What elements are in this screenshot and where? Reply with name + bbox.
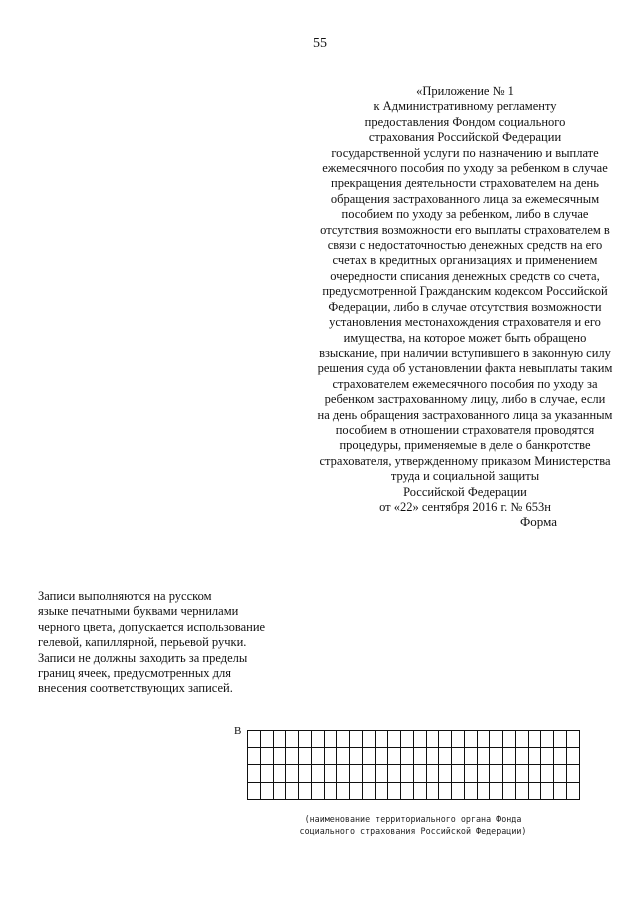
letter-cell[interactable] [324,731,337,748]
letter-cell[interactable] [260,748,273,765]
letter-cell[interactable] [490,782,503,799]
letter-cell[interactable] [337,782,350,799]
letter-cell[interactable] [566,731,579,748]
letter-cell[interactable] [554,748,567,765]
letter-cell[interactable] [490,731,503,748]
letter-cell[interactable] [426,782,439,799]
appendix-line: от «22» сентября 2016 г. № 653н [379,499,551,514]
letter-cell[interactable] [554,731,567,748]
letter-cell[interactable] [426,731,439,748]
letter-cell[interactable] [299,748,312,765]
letter-cell[interactable] [401,748,414,765]
appendix-header [290,84,640,515]
letter-cell[interactable] [337,731,350,748]
letter-cell[interactable] [273,731,286,748]
form-label: Форма [520,514,557,529]
appendix-line: установления местонахождения страхователя и его [329,315,601,330]
letter-cell[interactable] [464,765,477,782]
letter-cell[interactable] [273,765,286,782]
appendix-line: предоставления Фондом социального [364,114,566,129]
grid-prefix-label: В [234,725,242,737]
letter-cell[interactable] [299,731,312,748]
appendix-line: отсутствия возможности его выплаты страхователем в [320,222,610,237]
appendix-line: страхования Российской Федерации [368,130,562,145]
letter-cell[interactable] [248,782,261,799]
grid-row [248,748,580,765]
letter-cell[interactable] [464,748,477,765]
letter-cell[interactable] [286,782,299,799]
letter-cell[interactable] [324,748,337,765]
grid-row [248,765,580,782]
letter-cell[interactable] [490,748,503,765]
letter-cell[interactable] [350,731,363,748]
letter-cell[interactable] [503,782,516,799]
letter-cell[interactable] [452,748,465,765]
letter-cell[interactable] [362,731,375,748]
letter-cell[interactable] [413,748,426,765]
letter-cell[interactable] [388,731,401,748]
letter-cell[interactable] [566,765,579,782]
letter-cell[interactable] [260,782,273,799]
appendix-line: имущества, на которое может быть обращено [343,330,587,345]
appendix-line: страхователя, утвержденному приказом Министерства [319,453,611,468]
letter-cell[interactable] [452,731,465,748]
instructions-line: языке печатными буквами чернилами [38,604,239,619]
letter-cell[interactable] [566,748,579,765]
letter-cell[interactable] [337,748,350,765]
appendix-line: пособием в отношении страхователя проводятся [335,422,595,437]
instructions-line: границ ячеек, предусмотренных для [38,666,231,681]
letter-cell[interactable] [439,765,452,782]
appendix-line: на день обращения застрахованного лица за указанным [317,407,613,422]
letter-cell[interactable] [337,765,350,782]
letter-cell[interactable] [375,731,388,748]
grid-row [248,731,580,748]
appendix-line: счетах в кредитных организациях и применением [332,253,598,268]
letter-cell[interactable] [477,731,490,748]
letter-cell[interactable] [515,765,528,782]
letter-cell[interactable] [273,748,286,765]
instructions-line: Записи выполняются на русском [38,589,212,603]
instructions-line: внесения соответствующих записей. [38,681,233,696]
instructions-line: черного цвета, допускается использование [38,619,266,634]
letter-cell[interactable] [401,765,414,782]
instructions-line: Записи не должны заходить за пределы [38,650,248,665]
instructions-line: гелевой, капиллярной, перьевой ручки. [38,635,247,650]
letter-cell[interactable] [311,748,324,765]
appendix-line: «Приложение № 1 [416,84,514,98]
letter-cell[interactable] [439,748,452,765]
letter-cell[interactable] [388,748,401,765]
appendix-line: государственной услуги по назначению и выплате [331,145,599,160]
appendix-line: Федерации, либо в случае отсутствия возможности [328,299,602,314]
letter-cell[interactable] [426,748,439,765]
territorial-office-cell-grid [247,730,580,800]
letter-cell[interactable] [413,765,426,782]
letter-cell[interactable] [286,731,299,748]
letter-cell[interactable] [515,731,528,748]
letter-cell[interactable] [375,748,388,765]
appendix-line: предусмотренной Гражданским кодексом Российской [322,284,608,299]
letter-cell[interactable] [311,765,324,782]
page-number: 55 [313,36,327,51]
letter-cell[interactable] [452,765,465,782]
letter-cell[interactable] [375,765,388,782]
letter-cell[interactable] [503,765,516,782]
appendix-line: ежемесячного пособия по уходу за ребенком в случае [322,161,608,176]
letter-cell[interactable] [477,748,490,765]
appendix-line: решения суда об установлении факта невыплаты таким [317,361,613,376]
letter-cell[interactable] [490,765,503,782]
letter-cell[interactable] [248,765,261,782]
appendix-line: прекращения деятельности страхователем на день [331,176,599,191]
letter-cell[interactable] [350,748,363,765]
letter-cell[interactable] [362,748,375,765]
letter-cell[interactable] [426,765,439,782]
appendix-line: страхователем ежемесячного пособия по уходу за [332,376,598,391]
letter-cell[interactable] [515,782,528,799]
letter-cell[interactable] [311,731,324,748]
appendix-line: пособием по уходу за ребенком, либо в случае [341,207,589,222]
appendix-line: процедуры, применяемые в деле о банкротстве [339,438,591,453]
letter-cell[interactable] [362,782,375,799]
letter-cell[interactable] [566,782,579,799]
letter-cell[interactable] [299,782,312,799]
letter-cell[interactable] [528,731,541,748]
letter-cell[interactable] [515,748,528,765]
letter-cell[interactable] [554,765,567,782]
letter-cell[interactable] [477,782,490,799]
appendix-line: труда и социальной защиты [390,469,540,484]
letter-cell[interactable] [541,731,554,748]
letter-cell[interactable] [503,748,516,765]
appendix-line: к Административному регламенту [373,99,557,114]
letter-cell[interactable] [388,782,401,799]
letter-cell[interactable] [413,731,426,748]
letter-cell[interactable] [375,782,388,799]
appendix-line: обращения застрахованного лица за ежемесячным [330,191,600,206]
letter-cell[interactable] [324,765,337,782]
letter-cell[interactable] [401,731,414,748]
letter-cell[interactable] [388,765,401,782]
letter-cell[interactable] [528,782,541,799]
letter-cell[interactable] [528,765,541,782]
letter-cell[interactable] [311,782,324,799]
letter-cell[interactable] [324,782,337,799]
letter-cell[interactable] [464,731,477,748]
letter-cell[interactable] [541,748,554,765]
grid-caption [247,813,579,837]
letter-cell[interactable] [260,731,273,748]
letter-cell[interactable] [528,748,541,765]
appendix-line: связи с недостаточностью денежных средств на его [327,238,603,253]
letter-cell[interactable] [452,782,465,799]
letter-cell[interactable] [248,748,261,765]
letter-cell[interactable] [477,765,490,782]
appendix-line: Российской Федерации [403,484,527,499]
letter-cell[interactable] [541,782,554,799]
letter-cell[interactable] [248,731,261,748]
letter-cell[interactable] [554,782,567,799]
letter-cell[interactable] [299,765,312,782]
letter-cell[interactable] [541,765,554,782]
letter-cell[interactable] [464,782,477,799]
grid-row [248,782,580,799]
letter-cell[interactable] [401,782,414,799]
appendix-line: ребенком застрахованному лицу, либо в случае, если [324,392,606,407]
letter-cell[interactable] [413,782,426,799]
letter-cell[interactable] [362,765,375,782]
letter-cell[interactable] [286,748,299,765]
grid-caption-line: (наименование территориального органа Фонда [304,814,522,824]
instructions-text [38,589,298,697]
appendix-line: взыскание, при наличии вступившего в законную силу [319,345,611,360]
letter-cell[interactable] [503,731,516,748]
letter-cell[interactable] [350,782,363,799]
grid-caption-line: социального страхования Российской Федерации) [299,826,527,836]
letter-cell[interactable] [260,765,273,782]
letter-cell[interactable] [286,765,299,782]
letter-cell[interactable] [439,731,452,748]
letter-cell[interactable] [350,765,363,782]
letter-cell[interactable] [273,782,286,799]
letter-cell[interactable] [439,782,452,799]
appendix-line: очередности списания денежных средств со счета, [330,268,600,283]
